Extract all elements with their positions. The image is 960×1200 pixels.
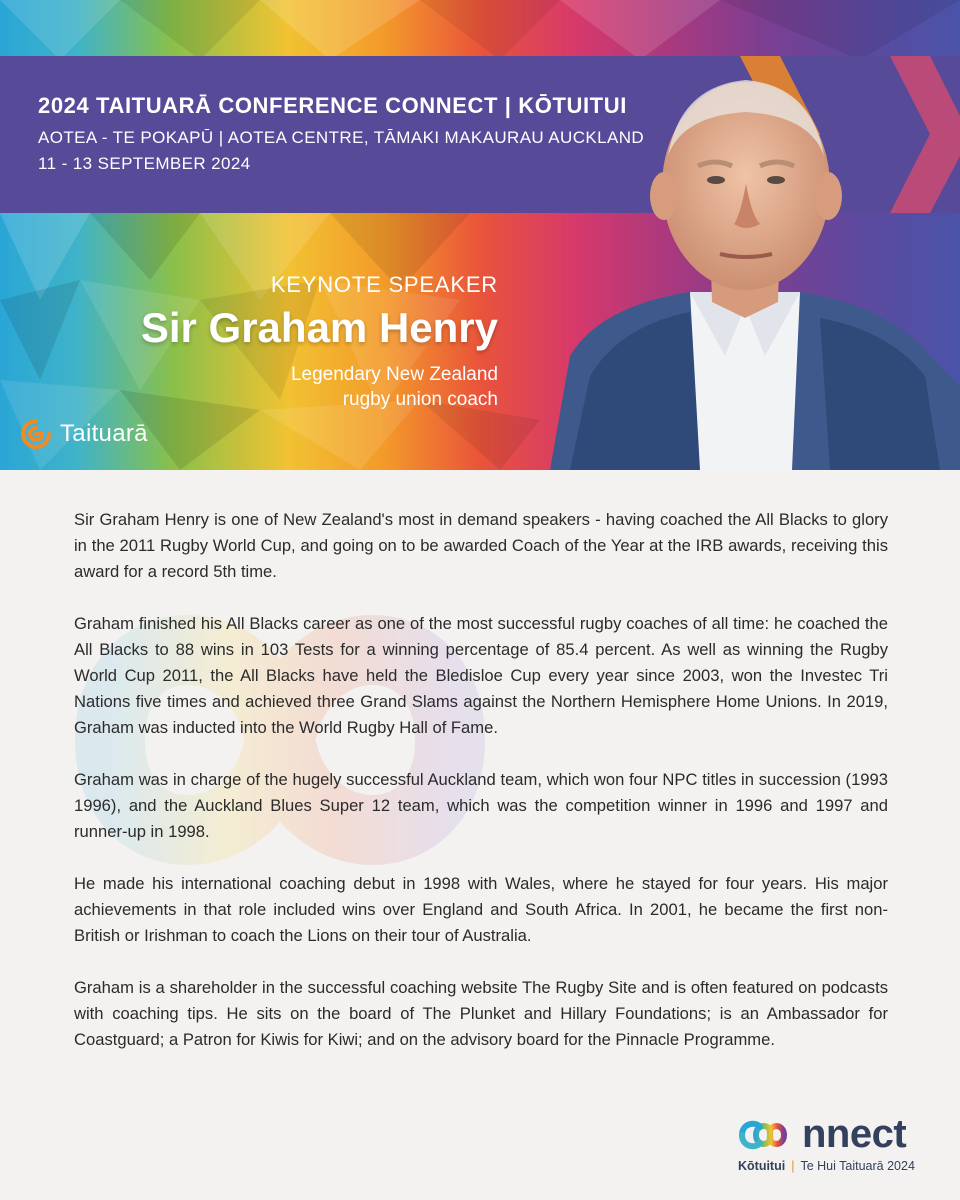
speaker-role	[178, 362, 498, 412]
speaker-role-line-1: Legendary New Zealand	[290, 364, 498, 385]
speaker-name: Sir Graham Henry	[140, 304, 498, 351]
conference-dates: 11 - 13 SEPTEMBER 2024	[38, 154, 251, 173]
bio-paragraph: Graham is a shareholder in the successful coaching website The Rugby Site and is often featured on podcasts with coaching tips. He sits on the board of The Plunket and Hillary Foundations; is an Ambassador for Coastguard; a Patron for Kiwis for Kiwi; and on the advisory board for the Pinnacle Programme.	[74, 978, 888, 1049]
conference-title: 2024 TAITUARĀ CONFERENCE CONNECT | KŌTUITUI	[38, 93, 627, 118]
subtitle-separator: |	[791, 1159, 795, 1173]
hero-section	[0, 0, 960, 470]
connect-wordmark	[738, 1112, 938, 1157]
bio-paragraph: Graham was in charge of the hugely successful Auckland team, which won four NPC titles in succession (1993 1996), and the Auckland Blues Super 12 team, which was the competition winner in 1996 and 1997 and runner-up in 1998.	[74, 770, 888, 841]
taituara-logo	[20, 418, 148, 450]
connect-logo	[738, 1112, 938, 1173]
te-hui-label: Te Hui Taituarā 2024	[800, 1159, 915, 1173]
kotuitui-label: Kōtuitui	[738, 1159, 786, 1173]
speaker-bio	[74, 507, 888, 1079]
taituara-logo-icon	[20, 418, 52, 450]
keynote-label: KEYNOTE SPEAKER	[270, 272, 498, 297]
connect-subtitle	[738, 1159, 938, 1173]
connect-wordmark-text: nnect	[802, 1112, 907, 1156]
bio-paragraph: Graham finished his All Blacks career as one of the most successful rugby coaches of all time: he coached the All Blacks to 88 wins in 103 Tests for a winning percentage of 85.4 percent. As well as winning the Rugby World Cup 2011, the All Blacks have held the Bledisloe Cup every year since 2003, won the Investec Tri Nations five times and achieved three Grand Slams against the Northern Hemisphere Home Unions. In 2019, Graham was inducted into the World Rugby Hall of Fame.	[74, 614, 888, 737]
conference-venue: AOTEA - TE POKAPŪ | AOTEA CENTRE, TĀMAKI MAKAURAU AUCKLAND	[38, 128, 645, 147]
speaker-role-line-2: rugby union coach	[342, 389, 498, 410]
infinity-logo-icon	[738, 1115, 802, 1155]
bio-paragraph: He made his international coaching debut in 1998 with Wales, where he stayed for four years. His major achievements in that role included wins over England and South Africa. In 2001, he became the first non-British or Irishman to coach the Lions on their tour of Australia.	[74, 874, 888, 945]
speaker-portrait	[530, 56, 960, 470]
taituara-wordmark: Taituarā	[60, 420, 148, 447]
bio-paragraph: Sir Graham Henry is one of New Zealand's most in demand speakers - having coached the All Blacks to glory in the 2011 Rugby World Cup, and going on to be awarded Coach of the Year at the IRB awards, receiving this award for a record 5th time.	[74, 510, 888, 581]
